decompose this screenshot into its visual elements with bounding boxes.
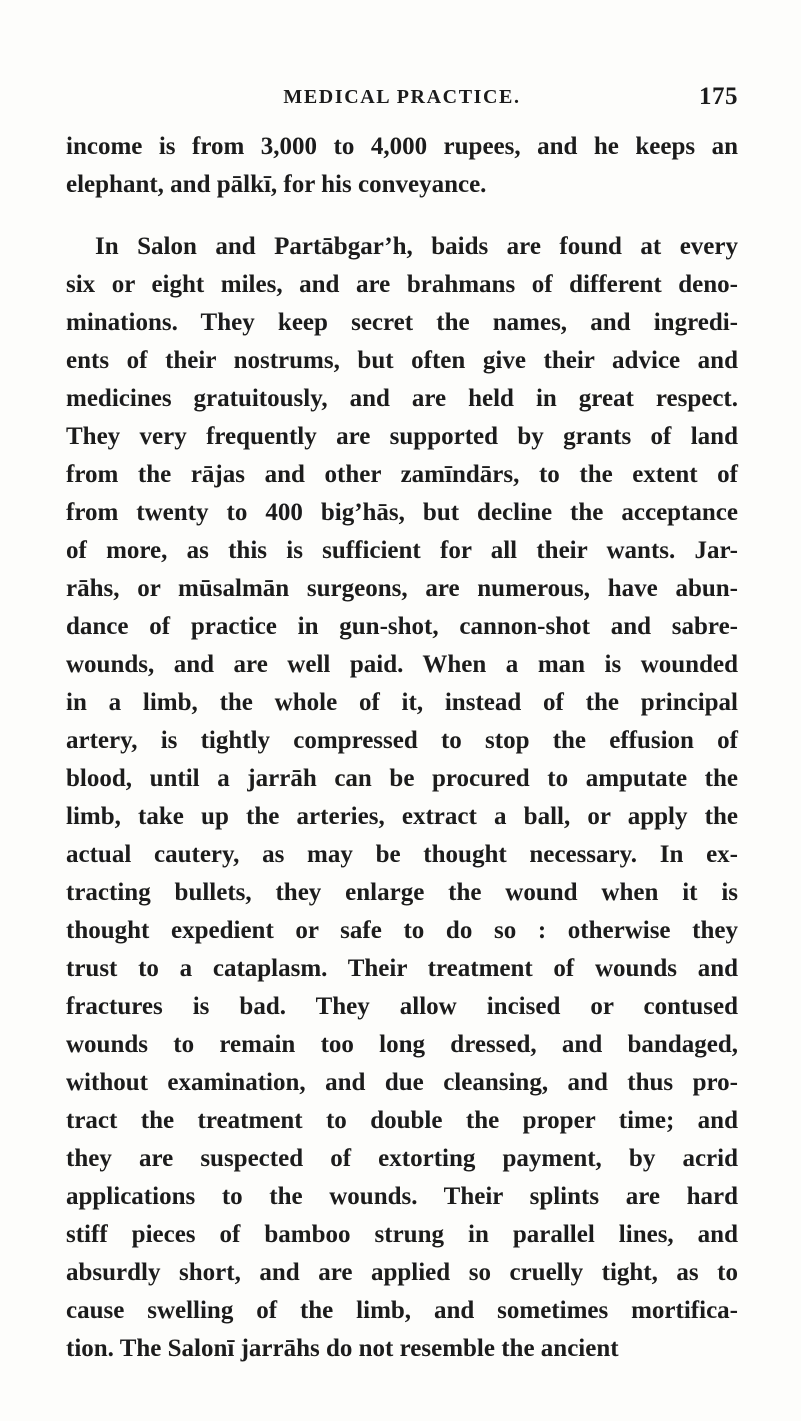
text-line: income is from 3,000 to 4,000 rupees, and he keeps an <box>66 133 738 160</box>
text-line: from twenty to 400 big’hās, but decline the acceptance <box>66 499 738 526</box>
text-line: wounds to remain too long dressed, and bandaged, <box>66 1031 738 1058</box>
text-line: trust to a cataplasm. Their treatment of wounds and <box>66 955 738 982</box>
text-line: medicines gratuitously, and are held in great respect. <box>66 385 738 412</box>
text-line: tion. The Salonī jarrāhs do not resemble the ancient <box>66 1335 619 1362</box>
text-line: in a limb, the whole of it, instead of the principal <box>66 689 738 716</box>
text-line: In Salon and Partābgar’h, baids are found at every <box>95 233 738 260</box>
text-line: ents of their nostrums, but often give their advice and <box>66 347 738 374</box>
running-title: MEDICAL PRACTICE. <box>283 86 521 108</box>
text-line: artery, is tightly compressed to stop the effusion of <box>66 727 738 754</box>
text-line: applications to the wounds. Their splints are hard <box>66 1183 738 1210</box>
text-line: cause swelling of the limb, and sometimes mortifica- <box>66 1297 738 1324</box>
text-line: fractures is bad. They allow incised or contused <box>66 993 738 1020</box>
text-line: they are suspected of extorting payment, by acrid <box>66 1145 738 1172</box>
text-line: without examination, and due cleansing, and thus pro- <box>66 1069 738 1096</box>
text-line: tract the treatment to double the proper time; and <box>66 1107 738 1134</box>
text-line: actual cautery, as may be thought necessary. In ex- <box>66 841 738 868</box>
text-line: absurdly short, and are applied so cruelly tight, as to <box>66 1259 738 1286</box>
text-line: six or eight miles, and are brahmans of different deno- <box>66 271 738 298</box>
text-line: of more, as this is sufficient for all their wants. Jar- <box>66 537 738 564</box>
page-number: 175 <box>699 83 738 110</box>
running-head <box>66 83 738 116</box>
text-line: minations. They keep secret the names, and ingredi- <box>66 309 738 336</box>
paragraph-2 <box>66 228 738 1368</box>
text-line: wounds, and are well paid. When a man is wounded <box>66 651 738 678</box>
paragraph-1 <box>66 128 738 204</box>
text-line: from the rājas and other zamīndārs, to the extent of <box>66 461 738 488</box>
text-line: dance of practice in gun-shot, cannon-shot and sabre- <box>66 613 738 640</box>
text-line: stiff pieces of bamboo strung in parallel lines, and <box>66 1221 738 1248</box>
text-line: tracting bullets, they enlarge the wound when it is <box>66 879 738 906</box>
text-line: rāhs, or mūsalmān surgeons, are numerous, have abun- <box>66 575 738 602</box>
text-line: thought expedient or safe to do so : otherwise they <box>66 917 738 944</box>
text-line: elephant, and pālkī, for his conveyance. <box>66 171 487 198</box>
text-line: limb, take up the arteries, extract a ball, or apply the <box>66 803 738 830</box>
text-line: They very frequently are supported by grants of land <box>66 423 738 450</box>
text-line: blood, until a jarrāh can be procured to amputate the <box>66 765 738 792</box>
body-text <box>66 128 738 1368</box>
